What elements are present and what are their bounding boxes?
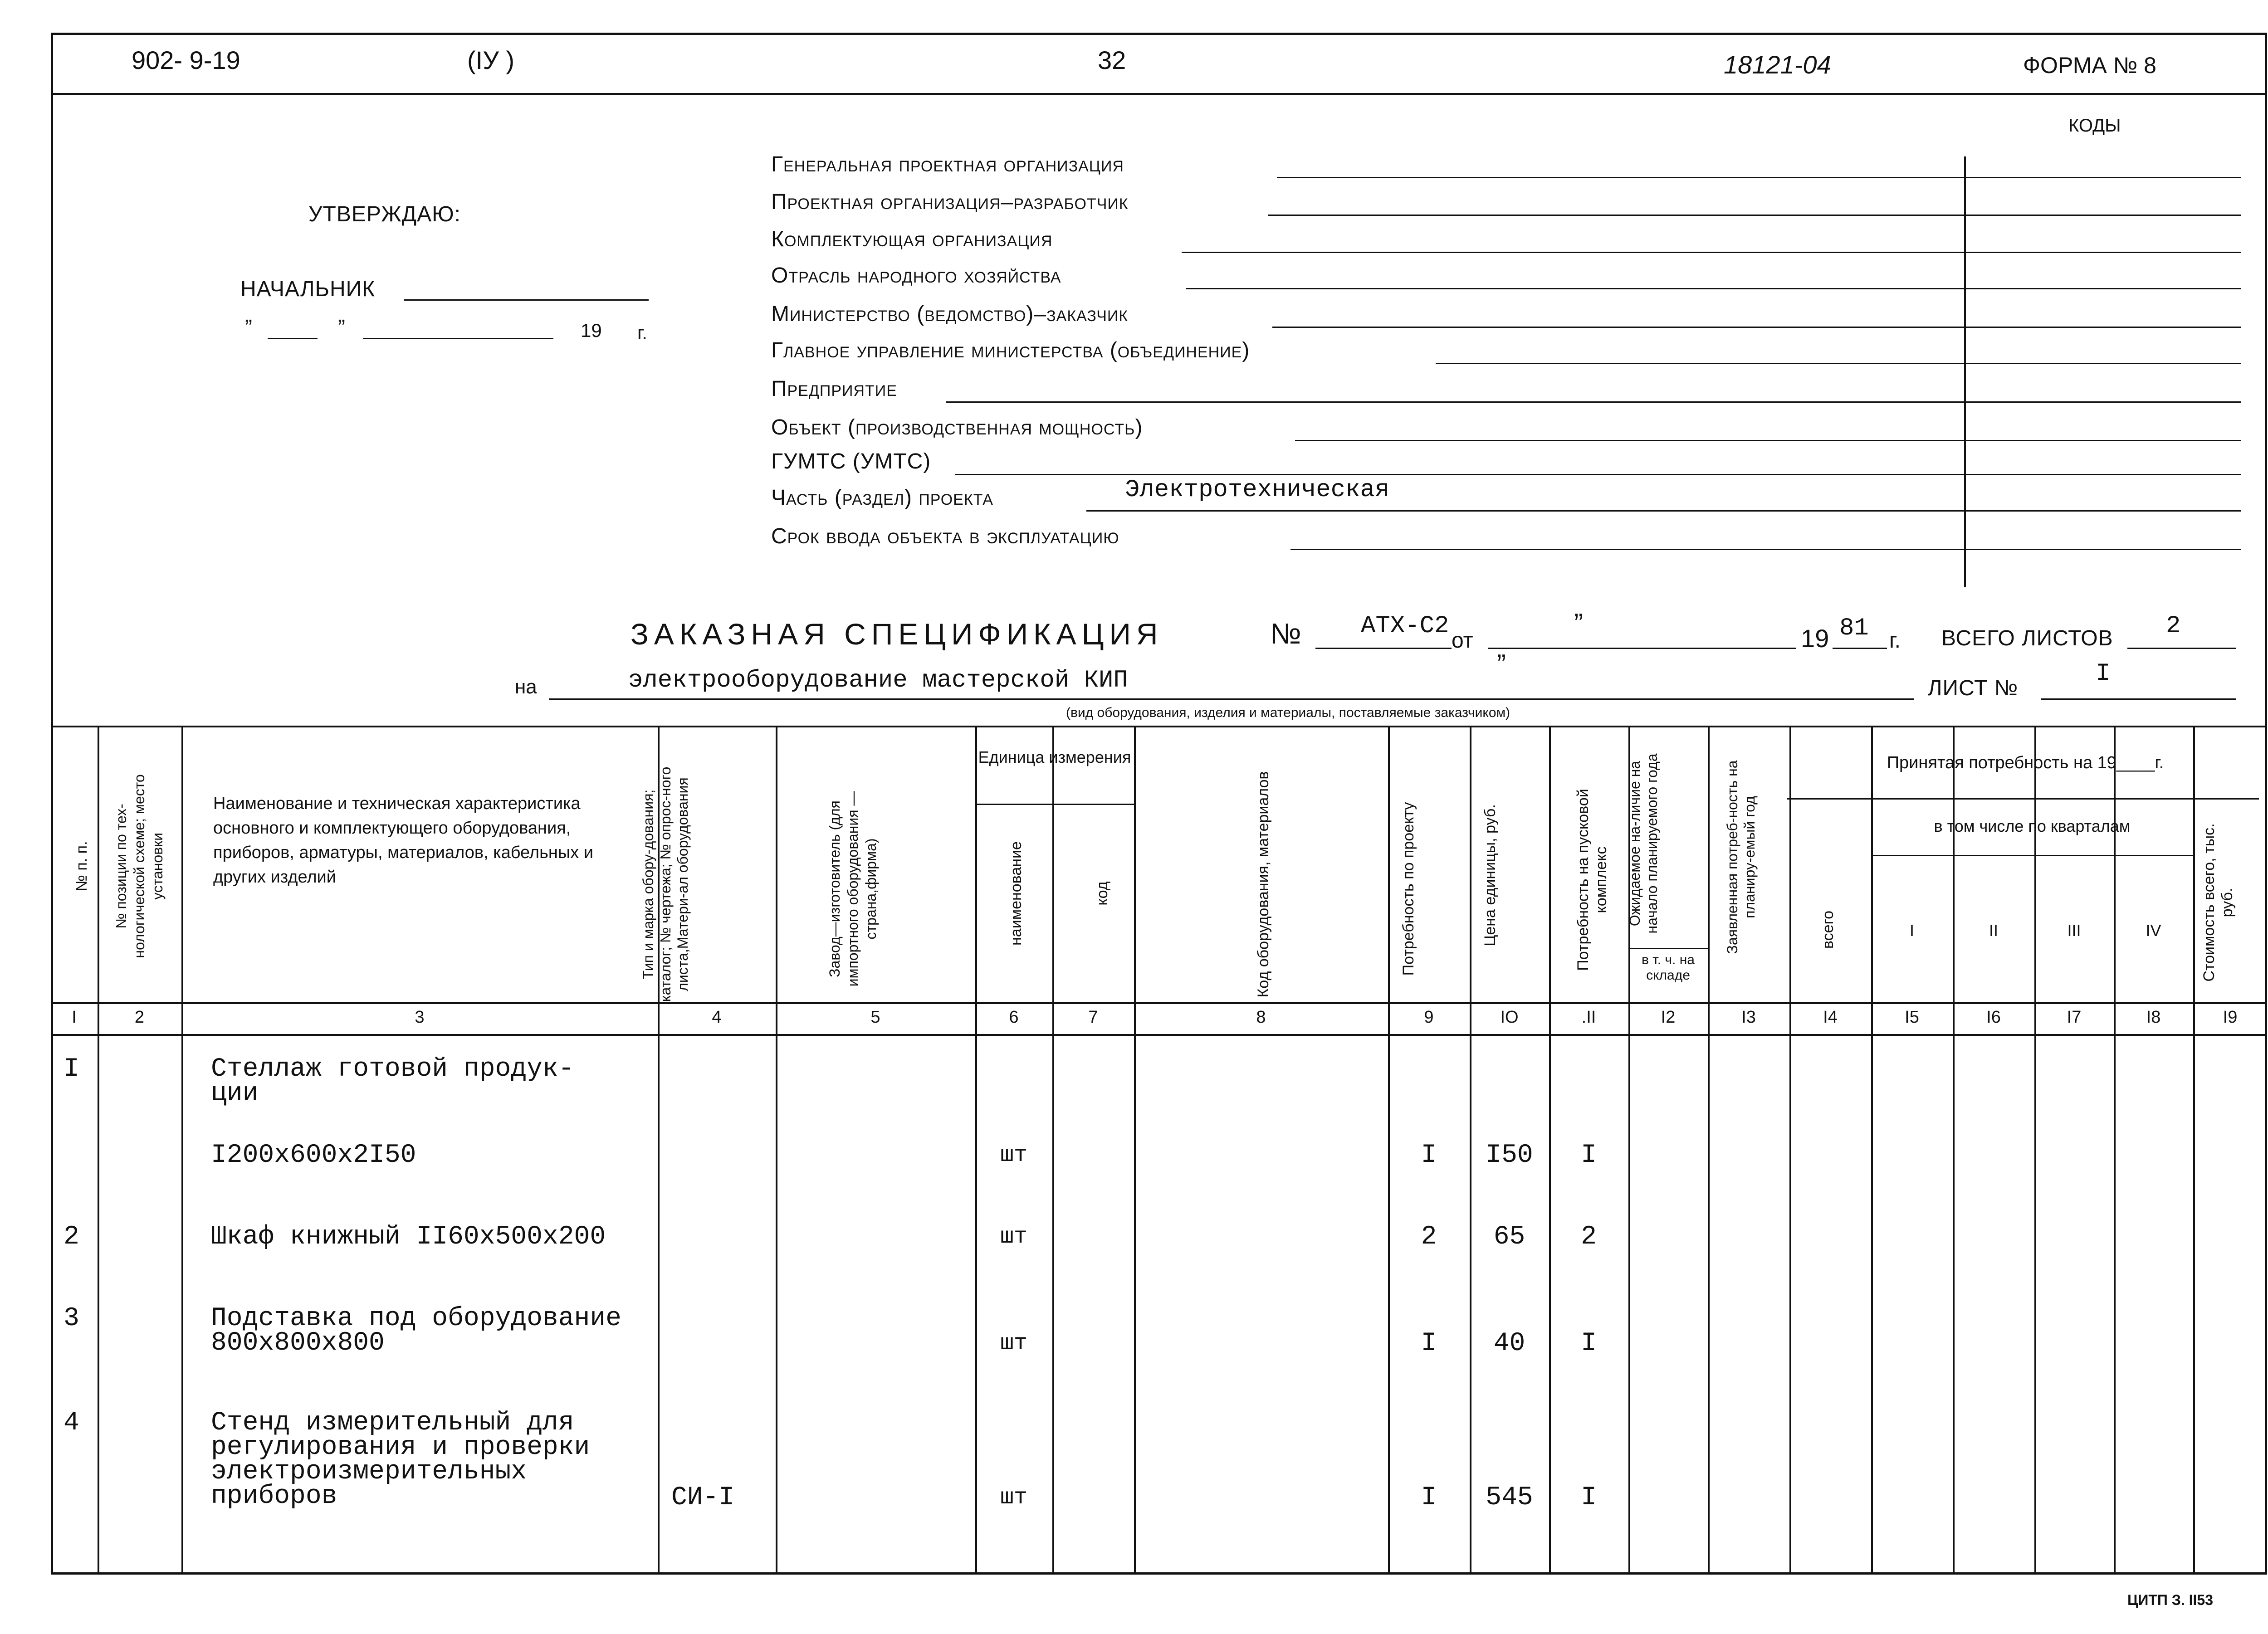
approval-year-prefix: 19 (581, 320, 602, 341)
row-number: 2 (64, 1222, 79, 1252)
col-header-16: II (1989, 921, 1998, 940)
series-code: 902- 9-19 (132, 46, 240, 74)
spec-number-label: № (1270, 617, 1301, 650)
header-divider (51, 93, 2267, 95)
row-name-line: приборов (211, 1482, 337, 1511)
org-field-label: Объект (производственная мощность) (771, 415, 1143, 439)
col-header-10: Цена единицы, руб. (1481, 804, 1499, 946)
accepted-group-divider (1787, 798, 2259, 800)
total-sheets-line (2127, 648, 2236, 649)
row-name-line: Подставка под оборудование (211, 1304, 621, 1333)
org-field-line (946, 401, 2241, 403)
col-header-12-sub: в т. ч. на складе (1642, 952, 1695, 983)
column-number: I5 (1905, 1008, 1919, 1027)
col-header-15: I (1909, 921, 1914, 940)
column-line (1052, 726, 1054, 1575)
row-type: СИ-I (671, 1483, 735, 1512)
column-number: 9 (1424, 1008, 1434, 1027)
column-number: I3 (1741, 1008, 1756, 1027)
row-qty: I (1421, 1483, 1437, 1512)
column-number: I2 (1661, 1008, 1676, 1027)
column-number: 5 (870, 1008, 880, 1027)
row-unit: шт (1000, 1485, 1027, 1511)
row-qty: I (1421, 1141, 1437, 1170)
col-header-11: Потребность на пусковой комплекс (1574, 789, 1610, 971)
spec-year-line (1833, 648, 1887, 649)
column-line (1871, 726, 1873, 1575)
column-number: 4 (712, 1008, 722, 1027)
row-spec-line: I200x600x2I50 (211, 1141, 416, 1170)
column-number: I4 (1823, 1008, 1838, 1027)
column-number: I (72, 1008, 77, 1027)
spec-date-line (1488, 648, 1796, 649)
spec-title: ЗАКАЗНАЯ СПЕЦИФИКАЦИЯ (631, 617, 1163, 651)
approval-title: УТВЕРЖДАЮ: (308, 202, 461, 226)
spec-quote-close: ” (1497, 649, 1506, 679)
sheet-label: ЛИСТ № (1928, 676, 2019, 700)
row-name-line: электроизмерительных (211, 1457, 527, 1487)
row-launch: I (1581, 1329, 1597, 1358)
date-day-line (268, 338, 318, 339)
row-price: 545 (1486, 1483, 1533, 1512)
col-header-13: Заявленная потреб-ность на планиру-емый год (1724, 760, 1758, 954)
column-number: 7 (1088, 1008, 1098, 1027)
org-field-label: Отрасль народного хозяйства (771, 263, 1061, 288)
spec-number: АТХ-С2 (1361, 612, 1449, 640)
row-launch: I (1581, 1483, 1597, 1512)
spec-number-line (1315, 648, 1452, 649)
spec-year-prefix: 19 (1801, 624, 1829, 653)
row-name-line: ции (211, 1079, 259, 1108)
footer-code: ЦИТП З. II53 (2127, 1592, 2214, 1608)
row-launch: I (1581, 1141, 1597, 1170)
date-quote-open: ” (245, 316, 252, 340)
col-header-19: Стоимость всего, тыс. руб. (2200, 823, 2236, 982)
org-field-label: Комплектующая организация (771, 227, 1053, 251)
org-field-label: ГУМТС (УМТС) (771, 449, 931, 473)
col-header-quarters-group: в том числе по кварталам (1934, 817, 2131, 835)
spec-from-label: от (1452, 629, 1473, 653)
col-header-7: код (1094, 881, 1111, 906)
chief-signature-line (404, 299, 649, 301)
col-header-4: Тип и марка обору-дования; каталог; № чертежа; № опрос-ного листа,Матери-ал оборудования (640, 766, 691, 1002)
chief-label: НАЧАЛЬНИК (240, 277, 376, 301)
row-launch: 2 (1581, 1222, 1597, 1252)
org-field-line (1277, 177, 2241, 178)
col-header-17: III (2067, 921, 2081, 940)
col-header-3: Наименование и техническая характеристика основного и комплектующего оборудования, приборов, арматуры, материалов, кабельных и других изделий (213, 794, 593, 887)
row-price: I50 (1486, 1141, 1533, 1170)
org-field-line (1290, 549, 2241, 550)
org-field-line (1272, 327, 2241, 328)
spec-subject-line (549, 698, 1914, 700)
column-number: 6 (1009, 1008, 1019, 1027)
col-header-9: Потребность по проекту (1400, 802, 1417, 976)
codes-label: КОДЫ (2068, 116, 2121, 136)
col-header-8: Код оборудования, материалов (1255, 771, 1272, 998)
column-number: I6 (1986, 1008, 2001, 1027)
column-line (181, 726, 183, 1575)
column-line (1134, 726, 1136, 1575)
col-numbers-bottom (51, 1034, 2267, 1036)
org-field-label: Главное управление министерства (объединение) (771, 338, 1250, 362)
org-field-label: Предприятие (771, 377, 897, 401)
column-line (2034, 726, 2036, 1575)
column-number: I7 (2067, 1008, 2082, 1027)
row-name-line: Стенд измерительный для (211, 1408, 574, 1438)
org-field-label: Генеральная проектная организация (771, 152, 1124, 176)
page-number: 32 (1098, 46, 1126, 74)
column-number: I8 (2146, 1008, 2161, 1027)
col-header-2: № позиции по тех-нологической схеме; место установки (113, 774, 166, 958)
column-line (1708, 726, 1710, 1575)
column-number: 2 (134, 1008, 145, 1027)
spec-subject: электрооборудование мастерской КИП (628, 667, 1128, 694)
sheet-number: I (2096, 660, 2111, 688)
org-field-label: Часть (раздел) проекта (771, 486, 993, 510)
quarters-group-divider (1871, 855, 2193, 856)
row-name-line: Шкаф книжный II60x500x200 (211, 1222, 606, 1252)
row-number: I (64, 1054, 79, 1084)
row-unit: шт (1000, 1224, 1027, 1250)
org-field-line (1086, 510, 2241, 512)
column-number: I9 (2223, 1008, 2238, 1027)
date-month-line (363, 338, 553, 339)
col-numbers-top (51, 1002, 2267, 1004)
row-number: 3 (64, 1304, 79, 1333)
sheet-line (2041, 698, 2236, 700)
date-quote-close: ” (338, 316, 345, 340)
total-sheets-label: ВСЕГО ЛИСТОВ (1941, 626, 2113, 650)
column-line (2114, 726, 2116, 1575)
spec-subject-note: (вид оборудования, изделия и материалы, поставляемые заказчиком) (1066, 705, 1510, 720)
org-field-line (1186, 288, 2241, 289)
org-field-label: Министерство (ведомство)–заказчик (771, 302, 1129, 326)
row-number: 4 (64, 1408, 79, 1438)
org-field-line (955, 474, 2241, 475)
col-header-unit-group: Единица измерения (978, 748, 1131, 766)
org-field-line (1295, 440, 2241, 441)
org-field-label: Срок ввода объекта в эксплуатацию (771, 524, 1119, 548)
row-name-line: регулирования и проверки (211, 1433, 590, 1462)
col-header-5: Завод—изготовитель (для импортного оборудования —страна,фирма) (826, 791, 879, 987)
c12-sub-divider (1628, 948, 1708, 949)
form-number: ФОРМА № 8 (2023, 53, 2156, 78)
column-number: 3 (415, 1008, 425, 1027)
col-header-6: наименование (1007, 841, 1025, 946)
row-qty: I (1421, 1329, 1437, 1358)
row-price: 65 (1493, 1222, 1525, 1252)
codes-column-divider (1964, 156, 1966, 587)
column-number: IO (1500, 1008, 1519, 1027)
org-field-line (1182, 252, 2241, 253)
col-header-accepted-group: Принятая потребность на 19____г. (1887, 753, 2164, 772)
column-number: 8 (1256, 1008, 1266, 1027)
column-line (1953, 726, 1955, 1575)
col-header-1: № п. п. (73, 841, 90, 892)
org-field-line (1436, 363, 2241, 364)
table-top-border (51, 726, 2267, 727)
row-unit: шт (1000, 1142, 1027, 1168)
spec-year-suffix: г. (1889, 629, 1901, 653)
approval-year-suffix: г. (637, 322, 647, 343)
column-line (776, 726, 777, 1575)
col-header-12: Ожидаемое на-личие на начало планируемого года (1627, 753, 1660, 934)
doc-code: 18121-04 (1724, 50, 1831, 79)
org-field-label: Проектная организация–разработчик (771, 190, 1129, 214)
total-sheets: 2 (2166, 612, 2181, 640)
col-header-14: всего (1819, 910, 1837, 949)
row-price: 40 (1493, 1329, 1525, 1358)
column-line (2193, 726, 2195, 1575)
spec-quote-open: ” (1574, 608, 1583, 639)
row-name-line: 800x800x800 (211, 1328, 385, 1358)
row-qty: 2 (1421, 1222, 1437, 1252)
org-field-line (1268, 215, 2241, 216)
col-header-18: IV (2146, 921, 2161, 940)
spec-on-label: на (515, 676, 537, 698)
row-unit: шт (1000, 1331, 1027, 1356)
column-number: .II (1581, 1008, 1596, 1027)
org-field-value: Электротехническая (1125, 476, 1390, 504)
volume-code: (IУ ) (467, 46, 514, 74)
row-name-line: Стеллаж готовой продук- (211, 1054, 574, 1084)
column-line (98, 726, 99, 1575)
spec-year: 81 (1839, 615, 1869, 642)
